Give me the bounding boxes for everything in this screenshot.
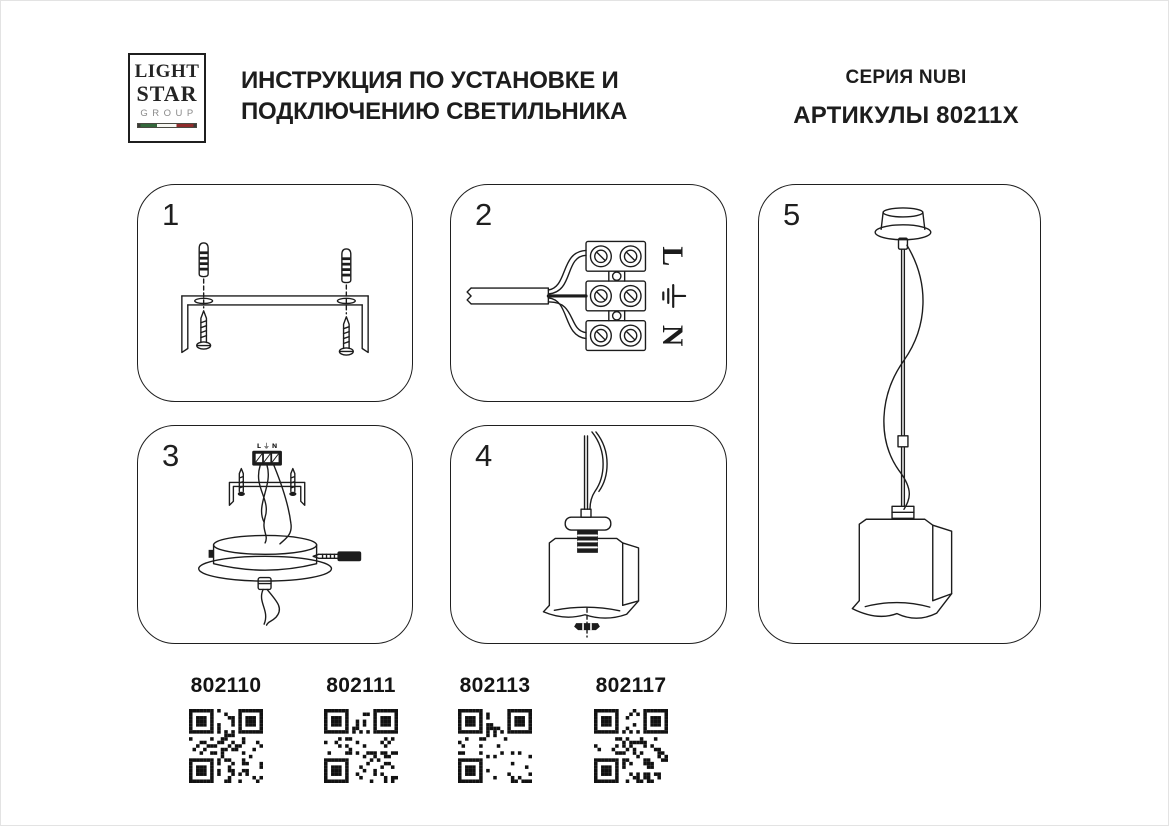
terminal-screws [590,246,641,346]
step-panel-1 [137,184,413,402]
logo-word-star: STAR [136,81,198,106]
series-header [781,67,1031,130]
lightstar-logo [128,53,206,143]
article-number: 802111 [326,674,396,697]
step-number-2: 2 [475,197,493,232]
qr-code [594,709,668,783]
side-screw [313,551,361,561]
product-802113 [433,673,557,783]
step-panel-2 [450,184,727,402]
neutral-label: N [656,324,689,347]
qr-code [324,709,398,783]
qr-code [189,709,263,783]
product-802111 [299,673,423,783]
product-802117 [569,673,693,783]
page-title [241,65,627,127]
screw-right [339,317,353,355]
finial-nut [574,623,600,630]
logo-word-light: LIGHT [134,61,200,82]
step-number-3: 3 [162,438,180,473]
title-line-2: ПОДКЛЮЧЕНИЮ СВЕТИЛЬНИКА [241,98,628,125]
step-4-diagram-shade-attachment [451,426,726,643]
logo-word-group: GROUP [140,108,198,119]
step-5-diagram-assembled-lamp [759,185,1040,643]
italian-flag-stripe [137,123,197,128]
step-panel-4 [450,425,727,644]
qr-code [458,709,532,783]
series-label: СЕРИЯ NUBI [845,67,967,88]
screw-left [197,311,211,349]
step-2-diagram-wiring [451,185,726,401]
earth-ground-icon [663,285,685,307]
step-1-diagram-mounting-bracket [138,185,412,401]
live-label: L [656,246,689,267]
step-number-4: 4 [475,438,493,473]
step-3-diagram-canopy-fixing [138,426,412,643]
wall-anchor-left [199,243,208,277]
step-panel-5 [758,184,1041,644]
article-number: 802110 [190,674,262,697]
article-number: 802113 [459,674,531,697]
wall-anchor-right [342,249,351,283]
title-line-1: ИНСТРУКЦИЯ ПО УСТАНОВКЕ И [241,67,619,94]
product-802110 [164,673,288,783]
step-panel-3 [137,425,413,644]
step-number-5: 5 [783,197,801,232]
article-number: 802117 [595,674,667,697]
step-number-1: 1 [162,197,180,232]
terminal-block-tiny-label: L ⏚ N [256,441,278,450]
articles-label: АРТИКУЛЫ 80211X [793,102,1019,129]
